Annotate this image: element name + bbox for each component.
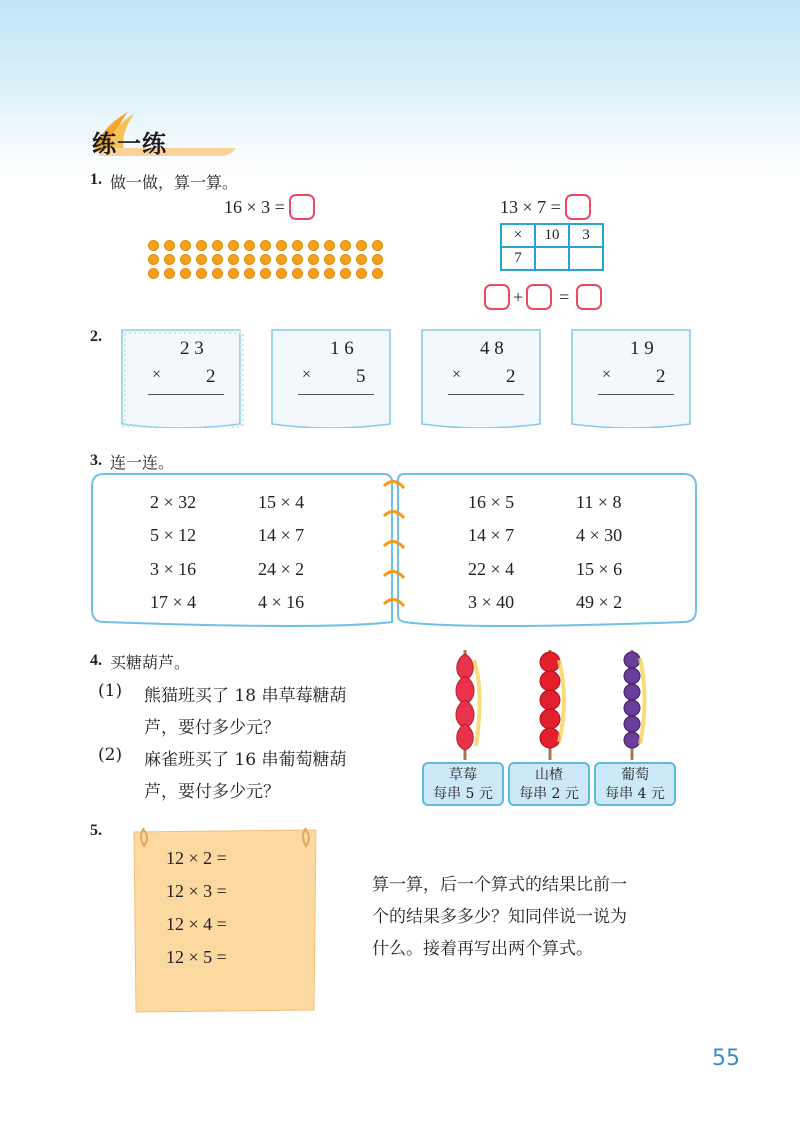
q1-prompt: 做一做，算一算。 [110,173,239,192]
price-card-hawthorn [508,762,590,806]
orange-dot [148,268,159,279]
q2-number: 2. [90,328,102,345]
orange-dot [228,240,239,251]
match-expression[interactable]: 4 × 16 [258,592,305,612]
match-expression[interactable]: 16 × 5 [468,492,515,512]
orange-dot [372,254,383,265]
grid-cell: 7 [501,247,535,270]
orange-dot [228,268,239,279]
q5-text-line: 什么。接着再写出两个算式。 [372,939,593,959]
answer-box[interactable] [484,284,510,310]
page-number: 55 [712,1046,740,1071]
price-card-price: 每串 4 元 [605,786,665,802]
match-expression[interactable]: 14 × 7 [258,525,305,545]
orange-dot [164,240,175,251]
vertical-multiplication-card [568,328,694,428]
underline [448,394,524,395]
hawthorn-skewer-icon [525,650,575,760]
q4-number: 4. [90,652,102,669]
match-expression[interactable]: 5 × 12 [150,525,197,545]
card-top-number: 4 8 [480,338,504,359]
orange-dot [308,240,319,251]
vertical-multiplication-card [268,328,394,428]
orange-dot [196,254,207,265]
match-expression[interactable]: 3 × 40 [468,592,515,612]
q4-item-line: 麻雀班买了 16 串葡萄糖葫 [144,750,347,770]
match-expression[interactable]: 17 × 4 [150,592,197,612]
orange-dot [148,254,159,265]
grid-cell[interactable] [535,247,569,270]
price-card-name: 山楂 [535,767,563,783]
match-expression[interactable]: 14 × 7 [468,525,515,545]
orange-dot [260,268,271,279]
q3-prompt: 连一连。 [110,453,175,472]
q1-right-equation-text: 13 × 7 = [500,196,561,217]
q1-sum-row [484,284,602,310]
grid-cell: 3 [569,224,603,247]
orange-dot [340,240,351,251]
answer-box[interactable] [576,284,602,310]
orange-dot [212,240,223,251]
match-expression[interactable]: 2 × 32 [150,492,197,512]
grid-cell: 10 [535,224,569,247]
times-sign: × [602,366,612,383]
price-card-name: 草莓 [449,767,477,783]
orange-dot [324,240,335,251]
orange-dot [196,268,207,279]
price-card-grape [594,762,676,806]
underline [298,394,374,395]
q5-text-line: 算一算，后一个算式的结果比前一 [372,875,627,895]
q5-text-line: 个的结果多多少？知同伴说一说为 [372,907,627,927]
card-bottom-number: 2 [206,366,216,387]
match-expression[interactable]: 11 × 8 [576,492,622,512]
orange-dot [164,268,175,279]
card-bottom-number: 5 [356,366,366,387]
paper-expression: 12 × 5 = [166,947,227,967]
card-top-number: 2 3 [180,338,204,359]
price-card-strawberry [422,762,504,806]
answer-box[interactable] [526,284,552,310]
grape-skewer-icon [607,650,657,760]
orange-dot [260,240,271,251]
orange-dot [276,240,287,251]
orange-dot [260,254,271,265]
match-expression[interactable]: 4 × 30 [576,525,623,545]
paper-expression: 12 × 4 = [166,914,227,934]
q1-left-equation-text: 16 × 3 = [224,196,285,217]
q1-right-equation [500,194,591,220]
q4-item-number: (2) [98,745,123,765]
orange-dot [356,240,367,251]
answer-box[interactable] [565,194,591,220]
paper-expression: 12 × 2 = [166,848,227,868]
orange-dot [244,254,255,265]
q5-number: 5. [90,822,102,839]
vertical-multiplication-card [418,328,544,428]
orange-dot [340,254,351,265]
orange-dot [356,268,367,279]
grid-cell[interactable] [569,247,603,270]
match-expression[interactable]: 15 × 4 [258,492,305,512]
orange-dot [212,268,223,279]
card-bottom-number: 2 [656,366,666,387]
multiplication-grid [500,223,604,271]
orange-dot [276,254,287,265]
orange-dot [196,240,207,251]
q4-item-number: (1) [98,681,123,701]
underline [598,394,674,395]
q1-left-equation [224,194,315,220]
orange-dot [148,240,159,251]
price-card-name: 葡萄 [621,767,649,783]
q1-number: 1. [90,171,102,188]
orange-dot [372,240,383,251]
q4-item-line: 芦，要付多少元？ [144,782,280,802]
answer-box[interactable] [289,194,315,220]
match-expression[interactable]: 22 × 4 [468,559,515,579]
match-expression[interactable]: 3 × 16 [150,559,197,579]
orange-dot [324,268,335,279]
q4-item-line: 芦，要付多少元？ [144,718,280,738]
match-expression[interactable]: 15 × 6 [576,559,623,579]
orange-dot [372,268,383,279]
match-expression[interactable]: 24 × 2 [258,559,305,579]
q4-item-line: 熊猫班买了 18 串草莓糖葫 [144,686,347,706]
orange-dot [180,254,191,265]
section-title: 练一练 [92,130,167,158]
card-top-number: 1 9 [630,338,654,359]
times-sign: × [152,366,162,383]
orange-dot [228,254,239,265]
orange-dot [244,240,255,251]
orange-dot [340,268,351,279]
orange-dot [292,240,303,251]
strawberry-skewer-icon [440,650,490,760]
orange-dot [292,268,303,279]
price-card-price: 每串 2 元 [519,786,579,802]
q4-prompt: 买糖葫芦。 [110,653,191,672]
orange-dot [164,254,175,265]
match-expression[interactable]: 49 × 2 [576,592,623,612]
card-top-number: 1 6 [330,338,354,359]
orange-dot [180,268,191,279]
orange-dot [292,254,303,265]
times-sign: × [452,366,462,383]
orange-dot [308,254,319,265]
card-bottom-number: 2 [506,366,516,387]
vertical-multiplication-card [118,328,244,428]
orange-dot [356,254,367,265]
times-sign: × [302,366,312,383]
q3-number: 3. [90,452,102,469]
orange-dot [324,254,335,265]
orange-dot [276,268,287,279]
price-card-price: 每串 5 元 [433,786,493,802]
plus-sign: + [513,286,524,307]
orange-dot [212,254,223,265]
paper-expression: 12 × 3 = [166,881,227,901]
grid-cell: × [501,224,535,247]
orange-dot [244,268,255,279]
equals-sign: = [559,286,570,307]
orange-dot [180,240,191,251]
orange-dot-array [148,240,398,279]
underline [148,394,224,395]
orange-dot [308,268,319,279]
